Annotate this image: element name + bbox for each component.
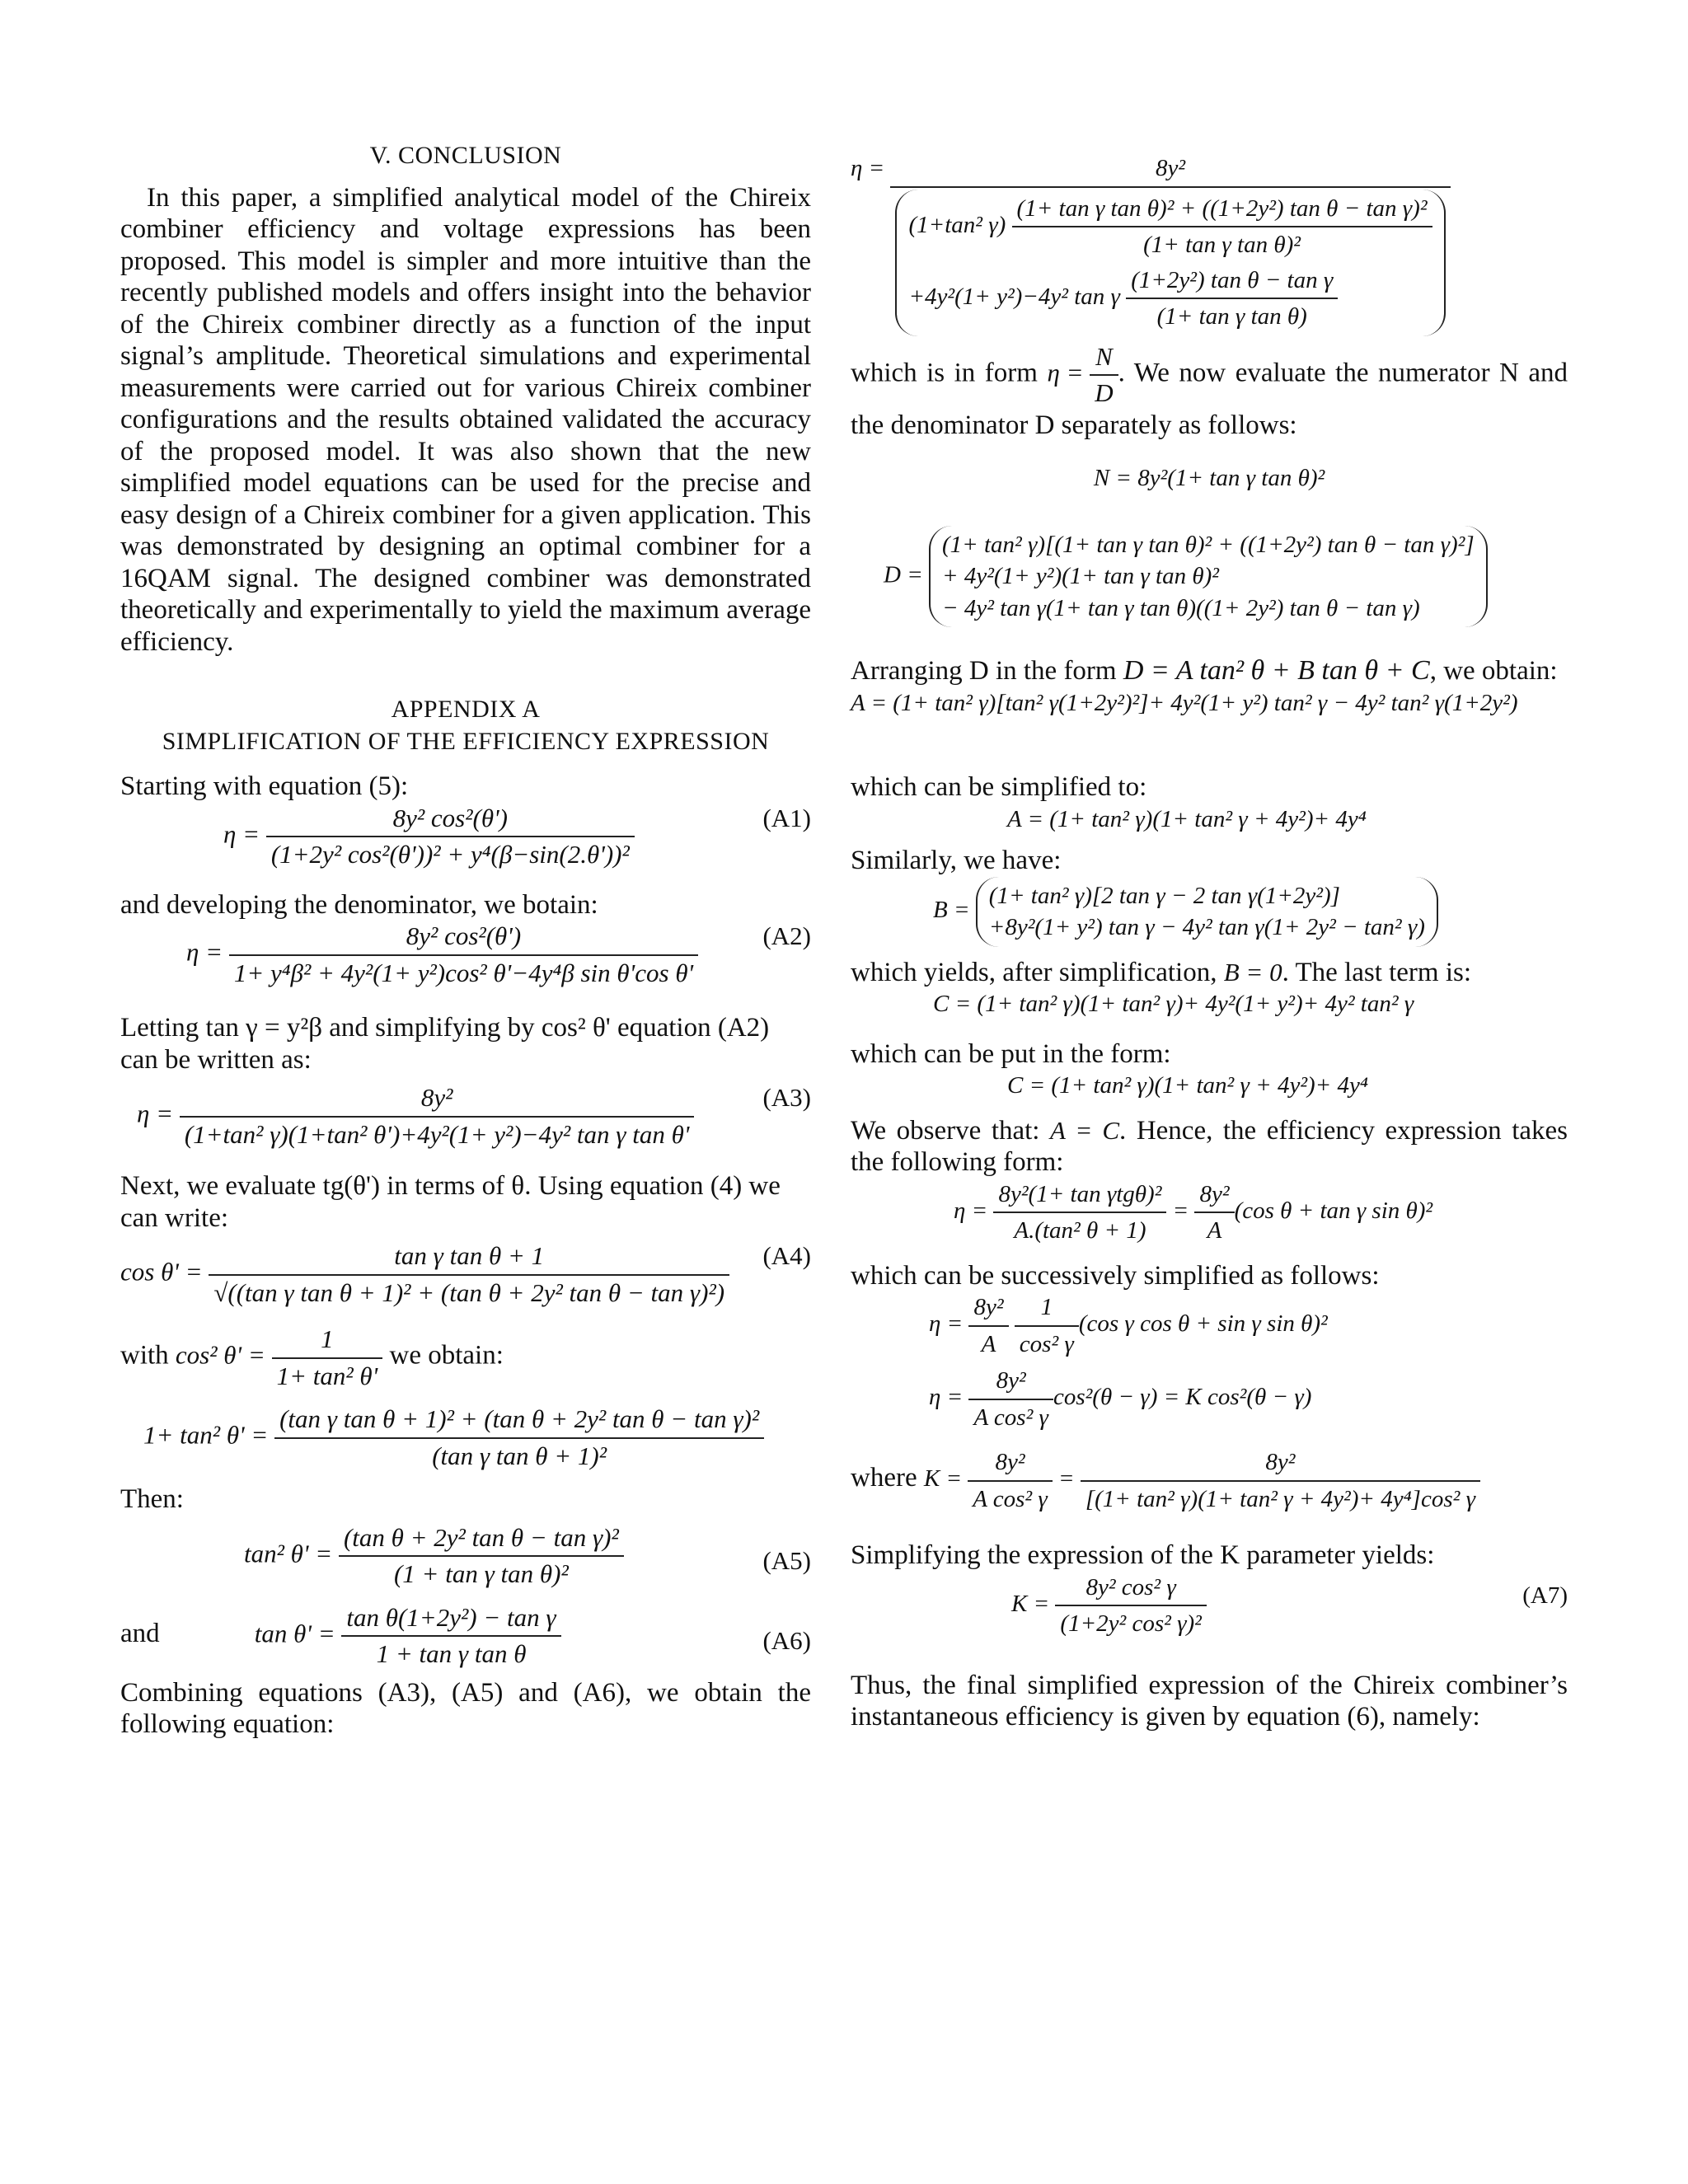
yields-line [851,957,1568,989]
a4-denominator: √((tan γ tan θ + 1)² + (tan θ + 2y² tan θ − tan γ)²) [213,1277,725,1307]
arranging-line [851,655,1568,687]
thus-paragraph: Thus, the final simplified expression of the Chireix combiner’s instantaneous efficiency is given by equation (6), namely: [851,1670,1568,1732]
s1-denominator-2: cos² γ [1019,1330,1074,1357]
eta-lhs: η = [851,155,885,181]
where-line [851,1446,1568,1515]
with-text: with [120,1340,169,1371]
b-zero-equation: B = 0 [1223,957,1282,987]
k-lhs: K = [923,1465,963,1493]
a2-denominator: 1+ y⁴β² + 4y²(1+ y²)cos² θ'−4y⁴β sin θ'cos θ' [233,958,694,987]
eff-equals: = [1172,1197,1189,1224]
c-simplified-equation: C = (1+ tan² γ)(1+ tan² γ + 4y²)+ 4y⁴ [1007,1072,1368,1099]
arranging-equation: D = A tan² θ + B tan θ + C [1123,655,1430,686]
a3-denominator: (1+tan² γ)(1+tan² θ')+4y²(1+ y²)−4y² tan γ tan θ' [184,1119,690,1149]
a5-lhs: tan² θ' = [244,1539,333,1568]
s2-tail: cos²(θ − γ) = K cos²(θ − γ) [1053,1384,1312,1411]
eta-step-1 [929,1291,1568,1360]
equation-a2 [186,921,811,989]
tan2-denominator: (tan γ tan θ + 1)² [432,1441,607,1470]
eff-numerator-2: 8y² [1194,1179,1234,1214]
eta-den-row2-numerator: (1+2y²) tan θ − tan γ [1126,265,1338,300]
observe-paragraph [851,1115,1568,1179]
tan2-equation [143,1404,811,1472]
a6-numerator: tan θ(1+2y²) − tan γ [341,1602,560,1638]
cos2-equation [176,1324,382,1392]
a-equation: A = (1+ tan² γ)[tan² γ(1+2y²)²]+ 4y²(1+ y²) tan² γ − 4y² tan² γ(1+2y²) [851,689,1518,716]
a1-denominator: (1+2y² cos²(θ'))² + y⁴(β−sin(2.θ'))² [270,840,630,869]
developing-text: and developing the denominator, we botain: [120,889,598,920]
a2-lhs: η = [186,937,223,967]
a6-lhs: tan θ' = [254,1619,335,1648]
a5-numerator: (tan θ + 2y² tan θ − tan γ)² [339,1522,624,1558]
equation-a1 [223,803,811,871]
eta-den-row1-numerator: (1+ tan γ tan θ)² + ((1+2y²) tan θ − tan γ)² [1012,193,1432,228]
last-term-text: . The last term is: [1282,957,1472,987]
b-equation [933,877,1568,947]
d-lhs: D = [884,560,923,588]
k-numerator-2: 8y² [1081,1446,1480,1482]
k-numerator-1: 8y² [968,1446,1052,1482]
eta-main-equation [851,152,1568,336]
a2-label: (A2) [762,921,811,950]
a1-lhs: η = [223,819,260,849]
d-row3: − 4y² tan γ(1+ tan γ tan θ)((1+ 2y²) tan θ − tan γ) [942,594,1420,621]
a5-denominator: (1 + tan γ tan θ)² [393,1559,569,1588]
eff-lhs: η = [954,1197,988,1224]
combining-paragraph: Combining equations (A3), (A5) and (A6), we obtain the following equation: [120,1677,811,1739]
a1-label: (A1) [762,803,811,832]
eta-denominator [890,188,1450,336]
a4-numerator: tan γ tan θ + 1 [209,1240,729,1276]
conclusion-heading: V. CONCLUSION [369,142,562,169]
put-text: which can be put in the form: [851,1038,1171,1069]
a7-lhs: K = [1011,1590,1050,1617]
tan2-lhs: 1+ tan² θ' = [143,1420,269,1450]
appendix-subtitle: SIMPLIFICATION OF THE EFFICIENCY EXPRESSION [162,727,770,755]
b-lhs: B = [933,896,970,923]
tan2-numerator: (tan γ tan θ + 1)² + (tan θ + 2y² tan θ − tan γ)² [274,1404,764,1439]
eta-den-row2-denominator: (1+ tan γ tan θ) [1156,303,1307,330]
eta-den-row2-prefix: +4y²(1+ y²)−4y² tan γ [908,283,1120,310]
s2-denominator: A cos² γ [973,1404,1048,1431]
a-simplified-equation: A = (1+ tan² γ)(1+ tan² γ + 4y²)+ 4y⁴ [1007,805,1367,832]
s1-denominator-1: A [981,1330,996,1357]
eta-step-2 [929,1365,1568,1433]
observe-text-a: We observe that: [851,1115,1040,1146]
right-column [851,152,1568,1733]
a2-numerator: 8y² cos²(θ') [229,921,698,956]
observe-equation: A = C [1050,1115,1120,1145]
equation-a5 [244,1522,811,1591]
d-equation [884,526,1568,628]
a7-label: (A7) [1522,1582,1568,1609]
form-equation [1047,341,1118,410]
form-paragraph [851,341,1568,442]
equation-a6 [120,1602,811,1671]
left-column [120,140,811,1741]
conclusion-paragraph: In this paper, a simplified analytical model of the Chireix combiner efficiency and voltage expressions has been proposed. This model is simpler and more intuitive than the recently published models and offers insight into the behavior of the Chireix combiner directly as a function of the input signal’s amplitude. Theoretical simulations and experimental measurements were carried out for various Chireix combiner configurations and the results obtained validated the accuracy of the proposed model. It was also shown that the new simplified model equations can be used for the precise and easy design of a Chireix combiner for a given application. This was demonstrated by designing an optimal combiner for a 16QAM signal. The designed combiner was demonstrated theoretically and experimentally to yield the maximum average efficiency. [120,182,811,657]
s1-lhs: η = [929,1310,964,1338]
a6-label: (A6) [762,1625,811,1655]
form-eq-denominator: D [1095,378,1114,407]
a4-label: (A4) [762,1241,811,1270]
eta-numerator: 8y² [890,152,1450,188]
cos2-numerator: 1 [272,1324,383,1359]
eff-tail: (cos θ + tan γ sin θ)² [1234,1197,1433,1224]
cos2-lhs: cos² θ' = [175,1340,265,1370]
observe-text-b: . Hence, the efficiency expression takes the following form: [851,1115,1568,1177]
a7-numerator: 8y² cos² γ [1055,1572,1206,1607]
with-line [120,1324,811,1392]
s2-numerator: 8y² [968,1365,1053,1400]
similarly-text: Similarly, we have: [851,846,1062,875]
eta-den-row1-prefix: (1+tan² γ) [908,211,1006,238]
arranging-tail: , we obtain: [1429,656,1558,686]
eff-numerator-1: 8y²(1+ tan γtgθ)² [993,1179,1166,1214]
s1-numerator-2: 1 [1015,1291,1079,1327]
letting-text: Letting tan γ = y²β and simplifying by cos² θ' equation (A2) can be written as: [120,1013,770,1075]
a6-denominator: 1 + tan γ tan θ [376,1639,527,1668]
b-row2: +8y²(1+ y²) tan γ − 4y² tan γ(1+ 2y² − tan² γ) [988,914,1425,940]
arranging-text: Arranging D in the form [851,656,1117,686]
a4-lhs: cos θ' = [120,1257,203,1286]
starting-text: Starting with equation (5): [120,771,409,801]
simplified-text: which can be simplified to: [851,772,1147,802]
a3-label: (A3) [762,1083,811,1112]
c-equation: C = (1+ tan² γ)(1+ tan² γ)+ 4y²(1+ y²)+ 4y² tan² γ [933,991,1414,1017]
equation-a7 [1011,1572,1568,1640]
form-text-b: . We now evaluate the numerator N and the denominator D separately as follows: [851,358,1568,440]
equation-a4 [120,1240,811,1309]
d-row1: (1+ tan² γ)[(1+ tan γ tan θ)² + ((1+2y²) tan θ − tan γ)²] [942,531,1475,558]
a7-denominator: (1+2y² cos² γ)² [1060,1610,1202,1637]
s2-lhs: η = [929,1384,964,1411]
obtain-text: we obtain: [389,1340,504,1371]
eff-denominator-2: A [1207,1217,1222,1244]
then-text: Then: [120,1484,184,1514]
d-row2: + 4y²(1+ y²)(1+ tan γ tan θ)² [942,563,1219,589]
a1-numerator: 8y² cos²(θ') [266,803,635,838]
k-denominator-1: A cos² γ [973,1485,1048,1512]
k-equation [924,1446,1480,1515]
a5-label: (A5) [762,1545,811,1575]
equation-a3 [137,1082,811,1151]
form-eq-lhs: η = [1047,358,1084,387]
successive-text: which can be successively simplified as follows: [851,1260,1380,1291]
n-equation: N = 8y²(1+ tan γ tan θ)² [1093,465,1325,491]
and-text: and [120,1619,160,1649]
yields-text: which yields, after simplification, [851,957,1217,987]
s1-tail: (cos γ cos θ + sin γ sin θ)² [1078,1310,1328,1338]
form-text-a: which is in form [851,358,1038,388]
s1-numerator-1: 8y² [968,1291,1008,1327]
form-eq-numerator: N [1090,341,1118,377]
appendix-title: APPENDIX A [391,696,541,723]
cos2-denominator: 1+ tan² θ' [276,1361,378,1390]
a3-numerator: 8y² [180,1082,695,1118]
k-equals: = [1058,1465,1075,1493]
k-denominator-2: [(1+ tan² γ)(1+ tan² γ + 4y²)+ 4y⁴]cos² γ [1085,1485,1475,1512]
next-text: Next, we evaluate tg(θ') in terms of θ. Using equation (4) we can write: [120,1171,781,1233]
where-text: where [851,1463,917,1493]
a3-lhs: η = [137,1099,174,1128]
efficiency-equation [954,1179,1568,1247]
eff-denominator-1: A.(tan² θ + 1) [1014,1217,1146,1244]
eta-den-row1-denominator: (1+ tan γ tan θ)² [1143,232,1301,258]
b-row1: (1+ tan² γ)[2 tan γ − 2 tan γ(1+2y²)] [988,882,1340,909]
simplifying-k-text: Simplifying the expression of the K parameter yields: [851,1540,1435,1570]
